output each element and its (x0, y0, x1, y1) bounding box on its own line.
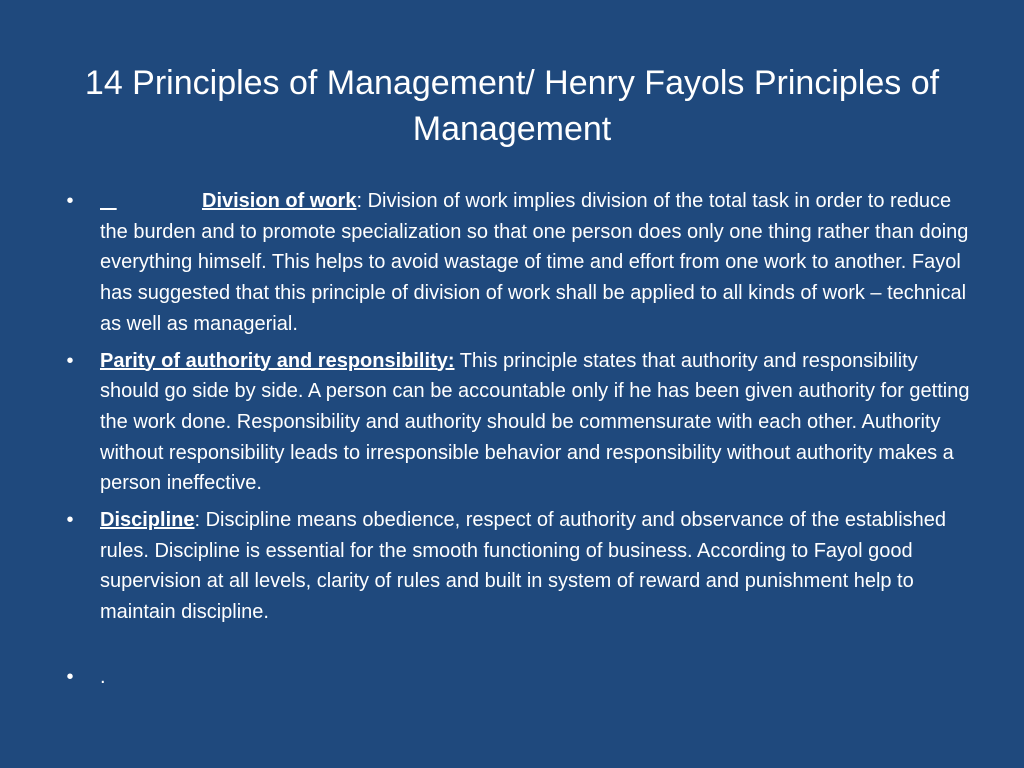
bullet-term: Discipline (100, 509, 195, 532)
bullet-list (60, 186, 970, 699)
bullet-icon: • (66, 665, 74, 688)
bullet-item-division-of-work (60, 186, 970, 340)
bullet-icon: • (66, 349, 74, 372)
bullet-text: Division of work implies division of the total task in order to reduce the burden and to promote specialization so that one person does only one thing rather than doing everything himself. This helps to avoid wastage of time and effort from one work to another. Fayol has suggested that this principle of division of work shall be applied to all kinds of work – technical as well as managerial. (100, 190, 969, 335)
bullet-term: Division of work (202, 190, 357, 212)
bullet-text: . (100, 665, 106, 688)
bullet-item-empty (60, 662, 970, 693)
bullet-item-discipline (60, 505, 970, 628)
bullet-item-parity-of-authority (60, 346, 970, 500)
leading-underlined-space (100, 186, 202, 217)
bullet-icon: • (66, 509, 74, 532)
bullet-separator: : (356, 190, 363, 212)
bullet-text: Discipline means obedience, respect of authority and observance of the established rules. Discipline is essential for the smooth functioning of business. According to Fayol good supervision at all levels, clarity of rules and built in system of reward and punishment help to maintain discipline. (100, 509, 947, 624)
bullet-icon: • (66, 190, 74, 212)
bullet-text: This principle states that authority and responsibility should go side by side. A person can be accountable only if he has been given authority for getting the work done. Responsibility and authority should be commensurate with each other. Authority without responsibility leads to irresponsible behavior and responsibility without authority makes a person ineffective. (100, 349, 970, 495)
slide-title: 14 Principles of Management/ Henry Fayols Principles of Management (84, 64, 940, 148)
bullet-separator: : (194, 509, 201, 532)
bullet-term: Parity of authority and responsibility: (100, 349, 455, 372)
